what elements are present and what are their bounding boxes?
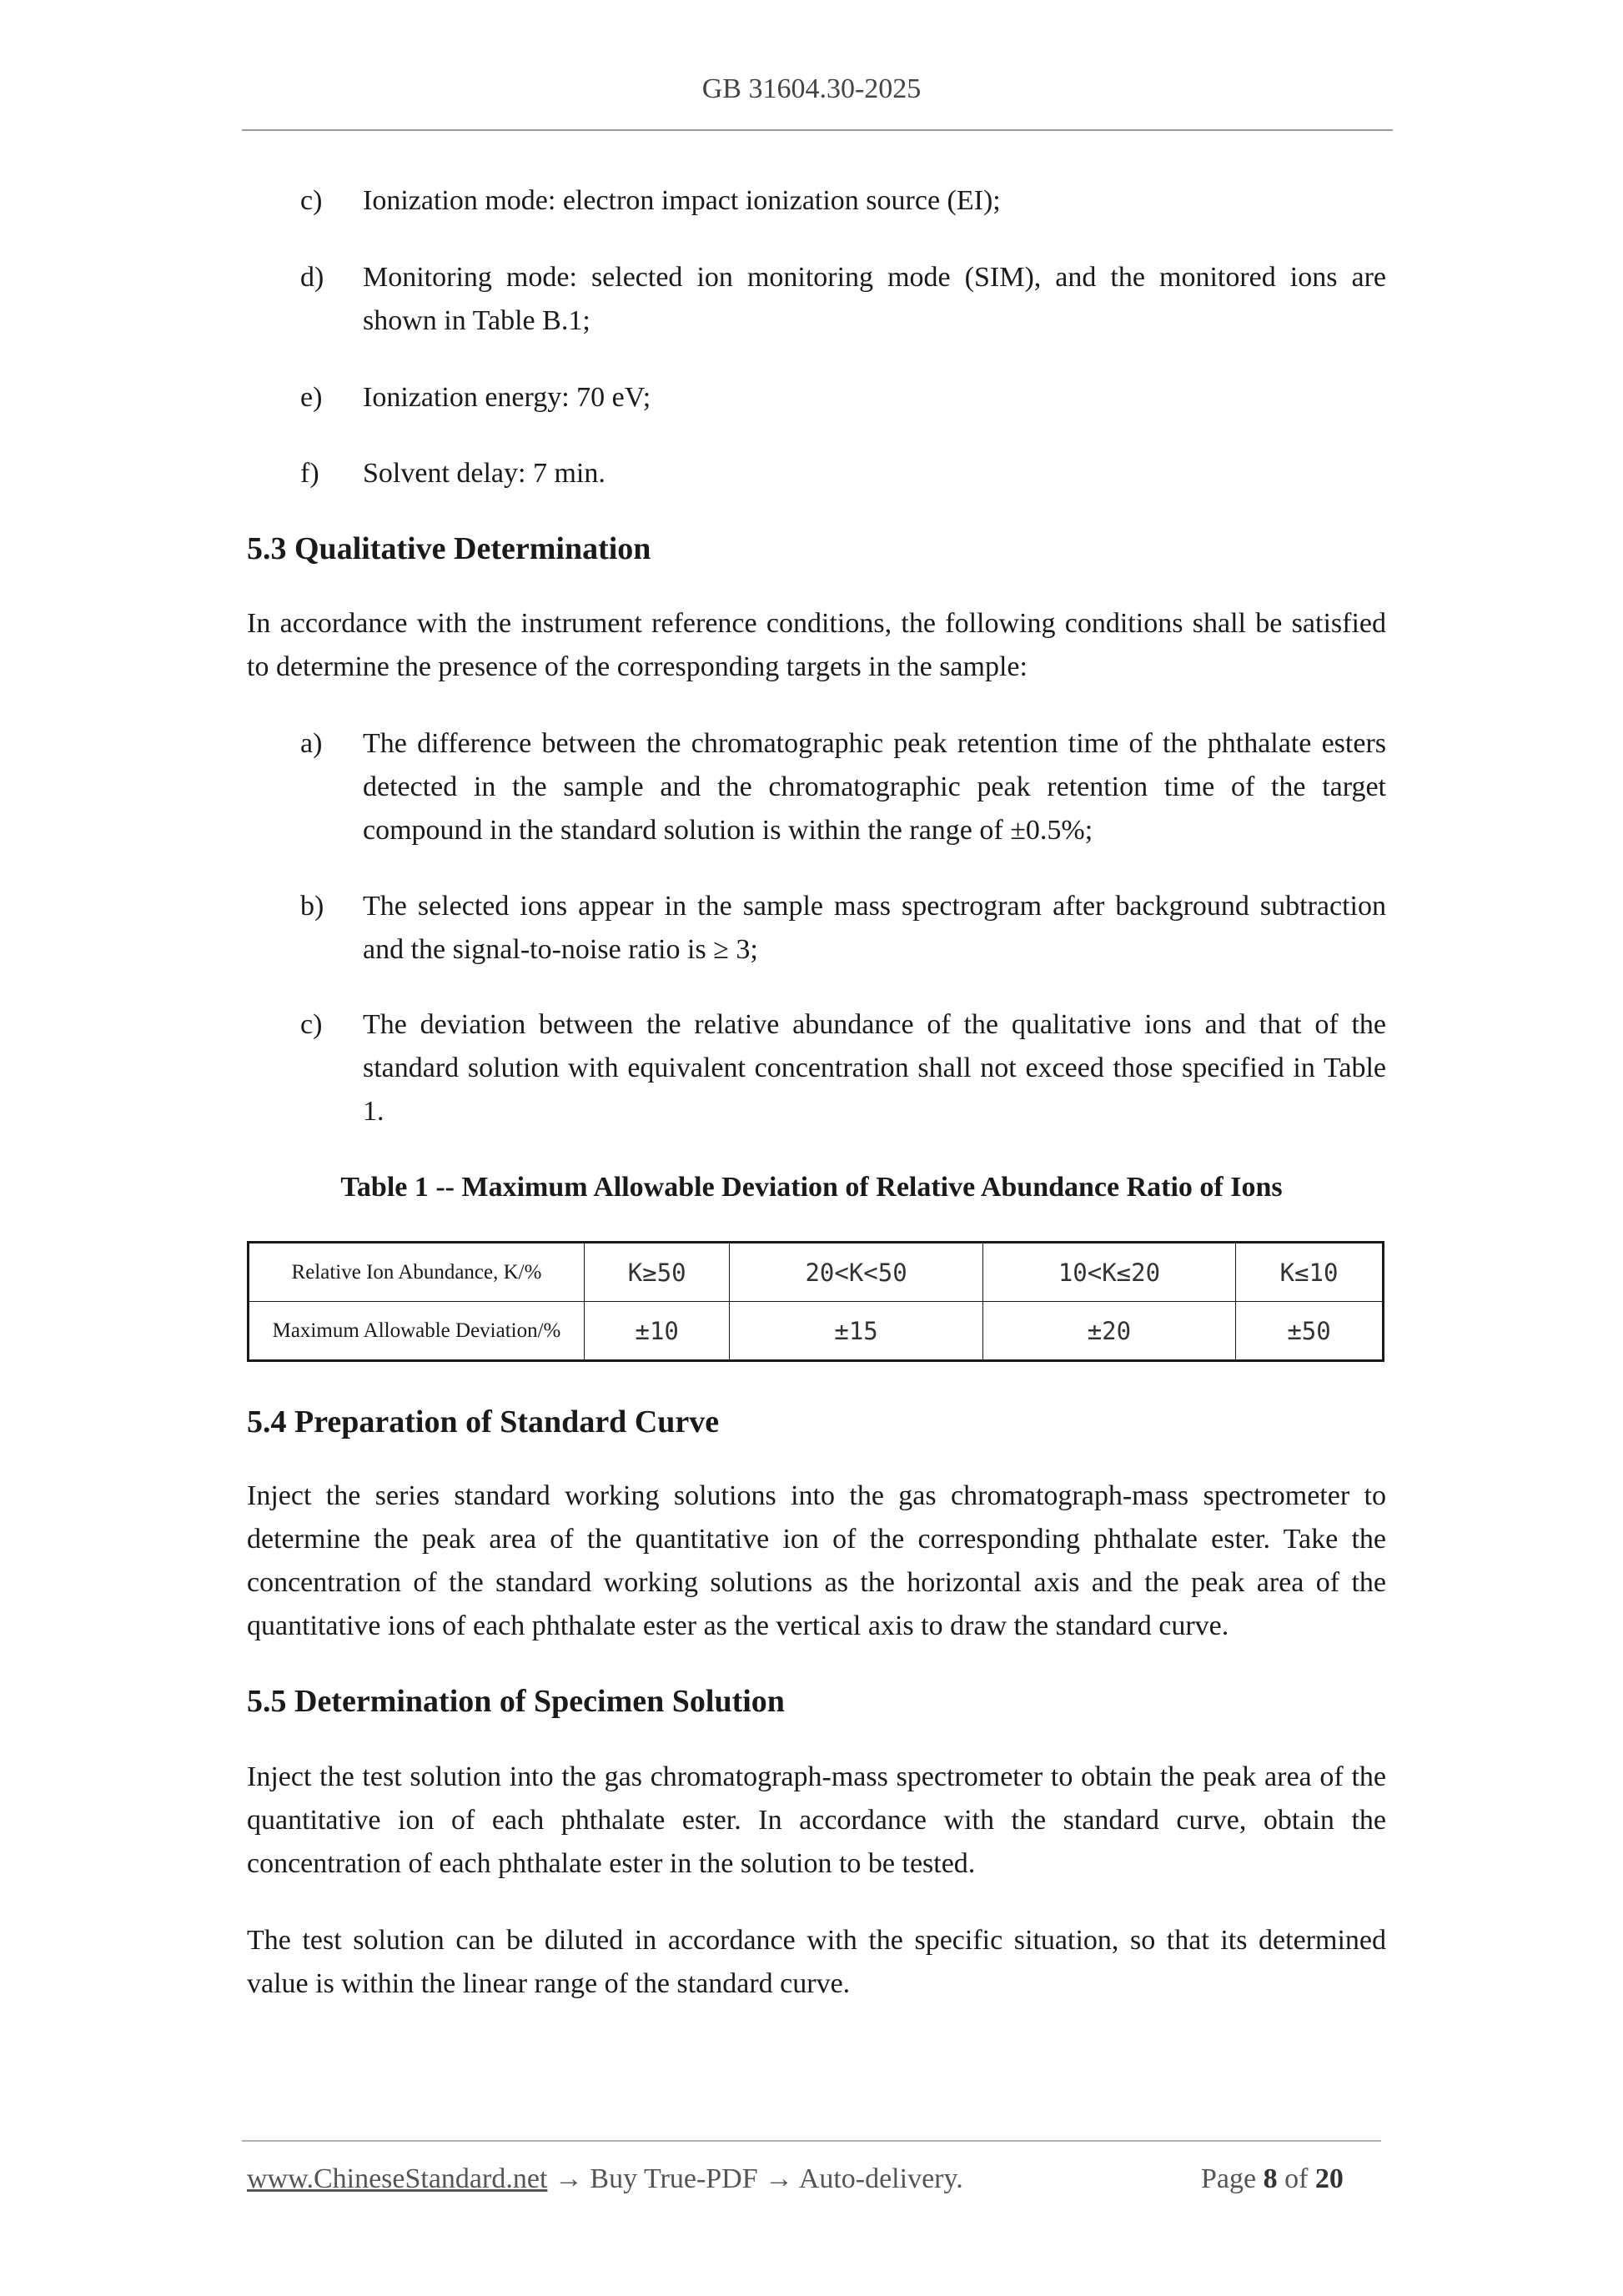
header-title: GB 31604.30-2025 — [701, 73, 922, 104]
delivery-text: Auto-delivery. — [798, 2163, 963, 2194]
paragraph: The test solution can be diluted in accordance with the specific situation, so that its determined value is within the linear range of the standard curve. — [247, 1925, 1386, 1999]
table-row — [249, 1243, 1384, 1302]
list-text: Solvent delay: 7 min. — [363, 458, 605, 489]
page-label: Page — [1201, 2163, 1257, 2194]
table-cell: K≥50 — [585, 1243, 730, 1302]
list-text: The selected ions appear in the sample mass spectrogram after background subtraction and the signal-to-noise ratio is ≥ 3; — [363, 891, 1386, 965]
page-total: 20 — [1314, 2163, 1344, 2194]
list-item — [300, 256, 1386, 343]
list-item — [300, 722, 1386, 852]
list-item — [300, 1003, 1386, 1133]
table-cell: K≤10 — [1236, 1243, 1384, 1302]
footer-promo — [247, 2163, 963, 2195]
table-row — [249, 1302, 1384, 1361]
list-item — [300, 376, 1386, 420]
table-cell: ±10 — [585, 1302, 730, 1361]
list-item — [300, 179, 1386, 223]
paragraph: In accordance with the instrument reference conditions, the following conditions shall be satisfied to determine the presence of the corresponding targets in the sample: — [247, 608, 1386, 682]
list-text: Monitoring mode: selected ion monitoring mode (SIM), and the monitored ions are shown in Table B.1; — [363, 262, 1386, 336]
list-text: The difference between the chromatographic peak retention time of the phthalate esters detected in the sample and the chromatographic peak retention time of the target compound in the standard solution is within the range of ±0.5%; — [363, 728, 1386, 846]
site-link[interactable]: www.ChineseStandard.net — [247, 2163, 548, 2194]
list-text: The deviation between the relative abundance of the qualitative ions and that of the standard solution with equivalent concentration shall not exceed those specified in Table 1. — [363, 1009, 1386, 1127]
list-item — [300, 885, 1386, 972]
page-current: 8 — [1263, 2163, 1278, 2194]
abundance-table — [247, 1241, 1384, 1362]
list-marker: f) — [300, 458, 319, 489]
paragraph: Inject the test solution into the gas chromatograph-mass spectrometer to obtain the peak area of the quantitative ion of each phthalate ester. In accordance with the standard curve, obtain the concentration of each phthalate ester in the solution to be tested. — [247, 1761, 1386, 1879]
table-cell: ±20 — [982, 1302, 1235, 1361]
list-text: Ionization mode: electron impact ionization source (EI); — [363, 185, 1001, 216]
page-number — [1201, 2163, 1344, 2195]
table-cell: ±15 — [730, 1302, 982, 1361]
table-caption: Table 1 -- Maximum Allowable Deviation of Relative Abundance Ratio of Ions — [340, 1172, 1283, 1203]
section-heading-5-5: 5.5 Determination of Specimen Solution — [247, 1684, 785, 1719]
list-marker: a) — [300, 728, 323, 759]
arrow-icon: → — [554, 2163, 583, 2194]
paragraph: Inject the series standard working solutions into the gas chromatograph-mass spectrometer to determine the peak area of the quantitative ion of the corresponding phthalate ester. Take the concentration of the standard working solutions as the horizontal axis and the peak area of the quantitative ions of each phthalate ester as the vertical axis to draw the standard curve. — [247, 1480, 1386, 1641]
list-text: Ionization energy: 70 eV; — [363, 382, 651, 413]
list-item — [300, 452, 1386, 495]
table-cell: 20<K<50 — [730, 1243, 982, 1302]
list-marker: d) — [300, 262, 324, 293]
table-cell: 10<K≤20 — [982, 1243, 1235, 1302]
section-heading-5-3: 5.3 Qualitative Determination — [247, 531, 651, 566]
list-marker: c) — [300, 1009, 323, 1040]
arrow-icon: → — [765, 2163, 794, 2194]
list-marker: e) — [300, 382, 323, 413]
table-cell: ±50 — [1236, 1302, 1384, 1361]
section-heading-5-4: 5.4 Preparation of Standard Curve — [247, 1404, 720, 1439]
header-divider — [242, 129, 1393, 131]
row-header-relative-abundance: Relative Ion Abundance, K/% — [249, 1243, 585, 1302]
row-header-max-deviation: Maximum Allowable Deviation/% — [249, 1302, 585, 1361]
list-marker: b) — [300, 891, 324, 922]
of-label: of — [1284, 2163, 1309, 2194]
buy-text: Buy True-PDF — [590, 2163, 758, 2194]
footer-divider — [242, 2140, 1381, 2142]
list-marker: c) — [300, 185, 323, 216]
